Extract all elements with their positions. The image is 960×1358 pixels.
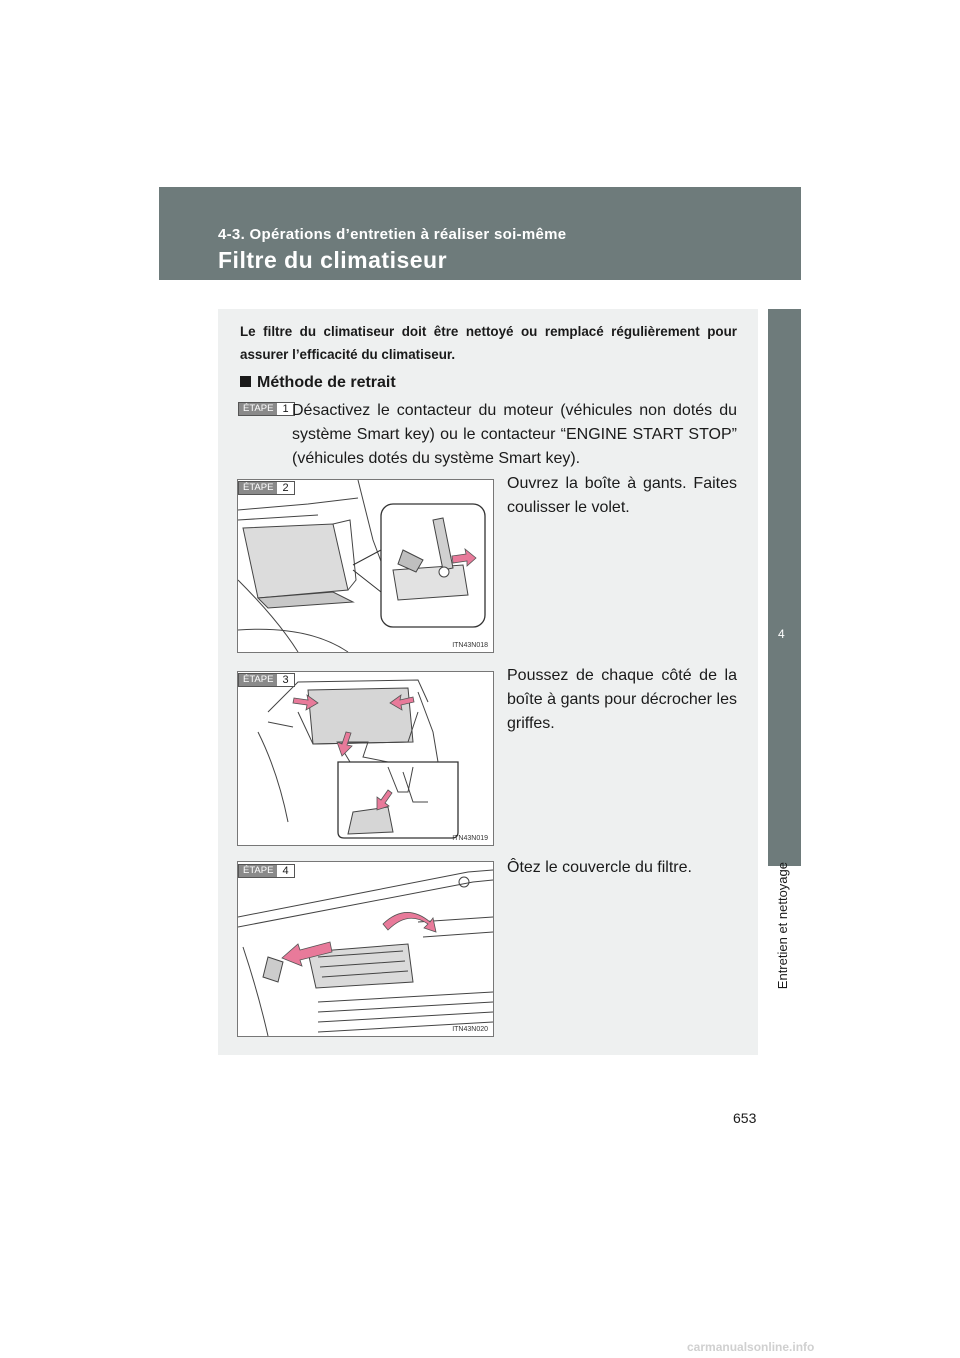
step-word: ÉTAPE — [239, 674, 277, 686]
step-2-figure — [237, 479, 494, 653]
section-label: 4-3. Opérations d’entretien à réaliser soi-même — [218, 226, 567, 243]
figure-code: ITN43N018 — [452, 642, 488, 649]
step-word: ÉTAPE — [239, 865, 277, 877]
step-3-figure — [237, 671, 494, 846]
step-number: 3 — [282, 674, 289, 686]
step-4-figure — [237, 861, 494, 1037]
square-bullet-icon — [240, 376, 251, 387]
subheading-label: Méthode de retrait — [257, 374, 396, 391]
step-2-text: Ouvrez la boîte à gants. Faites coulisser le volet. — [507, 475, 737, 516]
step-word: ÉTAPE — [239, 403, 277, 415]
intro-text: Le filtre du climatiseur doit être nettoyé ou remplacé régulièrement pour assurer l’efficacité du climatiseur. — [240, 324, 737, 362]
content-panel — [218, 309, 758, 1055]
chapter-header — [159, 187, 801, 280]
chapter-side-tab — [768, 309, 801, 866]
figure-code: ITN43N019 — [452, 835, 488, 842]
chapter-title: Entretien et nettoyage — [775, 862, 790, 990]
step-3-badge — [238, 673, 295, 687]
glovebox-claws-illustration — [238, 672, 493, 845]
step-number: 2 — [282, 482, 289, 494]
step-1-text: Désactivez le contacteur du moteur (véhicules non dotés du système Smart key) ou le contacteur “ENGINE START STOP” (véhicules dotés du système Smart key). — [292, 402, 737, 467]
step-2-badge — [238, 481, 295, 495]
step-number: 1 — [282, 403, 289, 415]
subheading — [240, 374, 396, 392]
glovebox-open-illustration — [238, 480, 493, 652]
chapter-number: 4 — [778, 627, 785, 641]
figure-code: ITN43N020 — [452, 1026, 488, 1033]
step-4-text: Ôtez le couvercle du filtre. — [507, 859, 692, 876]
step-number: 4 — [282, 865, 289, 877]
step-4-badge — [238, 864, 295, 878]
page-title: Filtre du climatiseur — [218, 247, 448, 273]
filter-cover-illustration — [238, 862, 493, 1036]
step-3-text: Poussez de chaque côté de la boîte à gants pour décrocher les griffes. — [507, 667, 737, 732]
step-1-badge — [238, 402, 295, 416]
step-word: ÉTAPE — [239, 482, 277, 494]
watermark: carmanualsonline.info — [687, 1340, 815, 1354]
page-number: 653 — [733, 1110, 757, 1126]
